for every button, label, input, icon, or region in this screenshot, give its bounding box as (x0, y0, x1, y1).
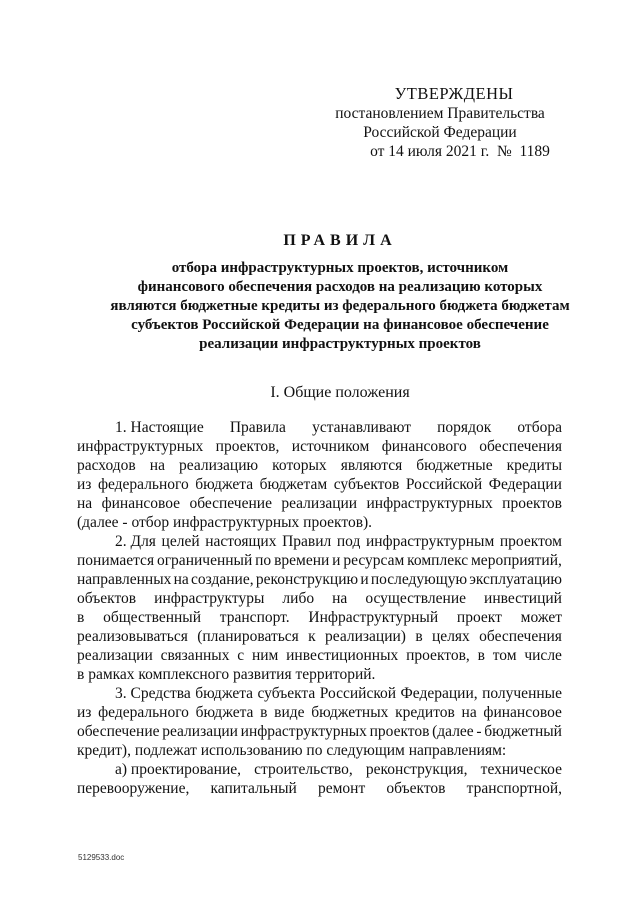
body-word: с (237, 647, 245, 664)
body-word: на (461, 704, 477, 721)
body-line: кредит), подлежат использованию по следующим направлениям: (77, 742, 507, 759)
body-word: объектов (77, 590, 137, 607)
approval-heading: УТВЕРЖДЕНЫ (394, 84, 514, 103)
body-word: 2. Для (115, 533, 156, 550)
body-word: мероприятий, (471, 552, 562, 569)
subtitle-line: реализации инфраструктурных проектов (199, 336, 481, 352)
body-word: финансовое (101, 495, 181, 512)
body-word: под (336, 533, 361, 550)
body-line (77, 779, 562, 798)
body-word: финансового (381, 438, 467, 455)
body-word: бюджетный (484, 723, 562, 740)
body-word: полученные (482, 685, 562, 702)
body-word: Федерации (488, 476, 562, 493)
body-word: реконструкцию (255, 571, 359, 588)
body-word: числе (524, 647, 562, 664)
body-line (77, 608, 562, 627)
body-word: ограниченный (156, 552, 253, 569)
body-word: Федерации, (400, 685, 478, 702)
body-word: по (255, 552, 272, 569)
body-word: создание, (191, 571, 254, 588)
body-word: в (77, 609, 85, 626)
body-word: обеспечения (479, 438, 562, 455)
body-word: понимается (77, 552, 155, 569)
body-word: реализации (77, 647, 153, 664)
approval-line: Российской Федерации (363, 124, 517, 141)
body-word: инвестиций (484, 590, 562, 607)
body-word: проектов (502, 495, 562, 512)
body-word: реконструкция, (365, 761, 468, 778)
body-word: к (308, 628, 316, 645)
file-name-footer: 5129533.doc (78, 853, 125, 862)
body-word: бюджетные (416, 457, 493, 474)
subtitle-line: субъектов Российской Федерации на финансовое обеспечение (131, 317, 549, 333)
body-word: финансовое (483, 704, 562, 721)
body-word: либо (282, 590, 315, 607)
body-word: объектов (386, 780, 446, 797)
body-word: общественный (103, 609, 202, 626)
body-word: в (260, 704, 268, 721)
body-word: (планироваться (197, 628, 299, 645)
body-line (77, 570, 562, 589)
body-word: бюджета (195, 685, 254, 702)
body-word: бюджета (195, 476, 254, 493)
body-word: последующую (370, 571, 468, 588)
body-word: инфраструктурных (366, 495, 493, 512)
body-word: субъектов (333, 476, 400, 493)
body-word: порядок (437, 419, 492, 436)
body-word: проектов (369, 723, 430, 740)
body-word: связанных (160, 647, 230, 664)
approval-date-line: от 14 июля 2021 г. № 1189 (370, 143, 550, 160)
body-word: транспортной, (466, 780, 562, 797)
body-word: реализации) (325, 628, 406, 645)
body-word: инвестиционных (286, 647, 399, 664)
body-word: Инфраструктурный (308, 609, 439, 626)
body-line (77, 646, 562, 665)
body-line: в рамках комплексного развития территорий. (77, 666, 376, 683)
body-word: из (77, 704, 92, 721)
body-line (77, 475, 562, 494)
body-line (77, 456, 562, 475)
subtitle-line: являются бюджетные кредиты из федерального бюджета бюджетам (110, 298, 570, 314)
section-heading: I. Общие положения (270, 384, 410, 401)
body-line (77, 589, 562, 608)
body-word: целей (161, 533, 200, 550)
body-word: федерального (98, 704, 189, 721)
body-word: целях (432, 628, 470, 645)
body-word: времени (274, 552, 330, 569)
body-word: и (360, 571, 369, 588)
body-line (77, 437, 562, 456)
body-line (77, 684, 562, 703)
approval-line: постановлением Правительства (335, 105, 545, 122)
body-word: Правила (229, 419, 286, 436)
body-word: проект (456, 609, 502, 626)
body-word: транспорт. (219, 609, 290, 626)
body-word: реализовываться (77, 628, 188, 645)
body-word: на (149, 457, 165, 474)
body-word: осуществление (365, 590, 466, 607)
body-word: эксплуатацию (469, 571, 562, 588)
body-word: реализацию (179, 457, 259, 474)
body-word: реализации (162, 723, 238, 740)
body-word: источником (291, 438, 370, 455)
body-word: обеспечения (479, 628, 562, 645)
body-word: а) проектирование, (115, 761, 242, 778)
body-word: обеспечение (189, 495, 272, 512)
body-line (77, 532, 562, 551)
body-word: на (77, 495, 93, 512)
document-body (77, 418, 562, 798)
body-word: кредиты (506, 457, 562, 474)
body-word: может (520, 609, 562, 626)
body-word: строительство, (254, 761, 353, 778)
body-word: бюджетам (259, 476, 328, 493)
body-word: федерального (97, 476, 189, 493)
body-line (77, 494, 562, 513)
body-word: инфраструктурным (365, 533, 495, 550)
subtitle-line: финансового обеспечения расходов на реализацию которых (137, 279, 543, 295)
body-word: субъекта (257, 685, 316, 702)
document-title: ПРАВИЛА (283, 232, 397, 249)
body-word: 3. Средства (115, 685, 191, 702)
body-word: том (492, 647, 517, 664)
document-subtitle (60, 259, 620, 354)
subtitle-line: отбора инфраструктурных проектов, источником (171, 260, 509, 276)
body-line (77, 627, 562, 646)
body-word: в (477, 647, 485, 664)
body-word: настоящих (205, 533, 277, 550)
body-word: на (332, 590, 348, 607)
body-word: ресурсам (343, 552, 405, 569)
body-word: техническое (480, 761, 562, 778)
body-word: проектов, (215, 438, 280, 455)
body-word: бюджета (195, 704, 254, 721)
body-line (77, 760, 562, 779)
body-word: Российской (405, 476, 483, 493)
body-line (77, 418, 562, 437)
body-word: перевооружение, (77, 780, 190, 797)
body-word: устанавливают (312, 419, 411, 436)
body-word: и (332, 552, 341, 569)
body-word: направленных (77, 571, 172, 588)
body-word: отбора (517, 419, 562, 436)
body-word: проектом (499, 533, 562, 550)
body-word: в (415, 628, 423, 645)
body-word: являются (340, 457, 403, 474)
body-line (77, 551, 562, 570)
body-word: ним (251, 647, 279, 664)
body-word: 1. Настоящие (115, 419, 204, 436)
body-word: расходов (77, 457, 136, 474)
body-word: - (476, 723, 482, 740)
body-word: обеспечение (77, 723, 160, 740)
body-word: бюджетных (311, 704, 389, 721)
body-word: кредитов (395, 704, 455, 721)
body-word: реализации (281, 495, 358, 512)
body-word: из (77, 476, 92, 493)
body-word: на (173, 571, 189, 588)
body-word: виде (274, 704, 305, 721)
body-word: инфраструктурных (77, 438, 204, 455)
body-word: Российской (319, 685, 397, 702)
body-word: проектов, (406, 647, 470, 664)
body-line (77, 703, 562, 722)
body-word: инфраструктуры (154, 590, 265, 607)
body-word: ремонт (317, 780, 366, 797)
approval-block (300, 84, 580, 161)
body-word: (далее (432, 723, 474, 740)
body-word: инфраструктурных (240, 723, 367, 740)
body-line: (далее - отбор инфраструктурных проектов). (77, 514, 373, 531)
body-word: которых (272, 457, 327, 474)
body-line (77, 722, 562, 741)
body-word: капитальный (210, 780, 297, 797)
body-word: комплекс (407, 552, 469, 569)
body-word: Правил (282, 533, 332, 550)
